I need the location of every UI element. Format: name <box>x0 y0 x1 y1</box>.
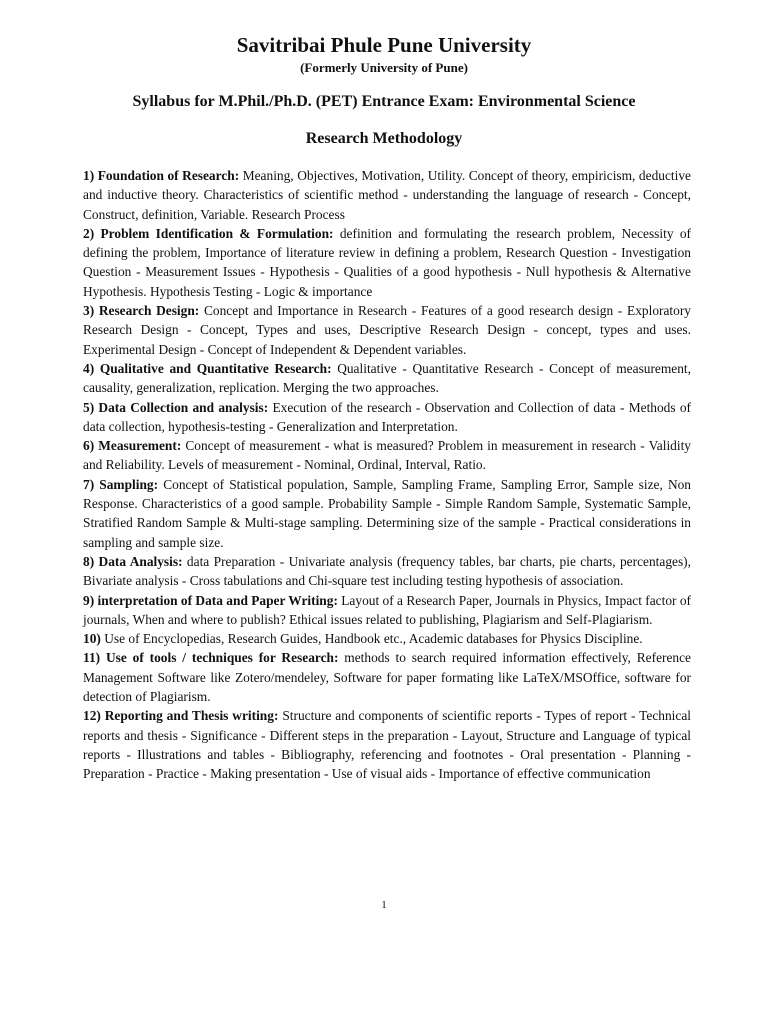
syllabus-title: Syllabus for M.Phil./Ph.D. (PET) Entrance Exam: Environmental Science <box>132 93 636 110</box>
topic-body: definition and formulating the research problem, Necessity of defining the problem, Importance of literature review in defining a problem, Research Question - Investigation Question - Measurement Issues - Hypothesis - Qualities of a good hypothesis - Null hypothesis & Alternative Hypothesis. Hypothesis Testing - Logic & importance <box>83 225 692 299</box>
topic-item <box>83 629 691 648</box>
topic-item <box>83 301 691 359</box>
topic-heading: 5) Data Collection and analysis: <box>83 399 269 415</box>
topic-body: Qualitative - Quantitative Research - Concept of measurement, causality, generalization, replication. Merging the two approaches. <box>83 360 691 396</box>
topic-item <box>83 648 691 706</box>
topic-body: Execution of the research - Observation and Collection of data - Methods of data collection, hypothesis-testing - Generalization and Interpretation. <box>83 399 692 434</box>
topic-heading: 6) Measurement: <box>83 438 182 454</box>
topics-list <box>83 166 691 784</box>
topic-heading: 4) Qualitative and Quantitative Research: <box>83 360 332 376</box>
topic-body: methods to search required information effectively, Reference Management Software like Zotero/mendeley, Software for paper formating like LaTeX/MSOffice, software for detection of Plagiarism. <box>83 650 691 705</box>
topic-body: Layout of a Research Paper, Journals in Physics, Impact factor of journals, When and where to publish? Ethical issues related to publishing, Plagiarism and Self-Plagiarism. <box>83 592 691 627</box>
topic-heading: 2) Problem Identification & Formulation: <box>83 225 334 241</box>
topic-item <box>83 224 691 301</box>
topic-body: Use of Encyclopedias, Research Guides, Handbook etc., Academic databases for Physics Discipline. <box>100 631 643 647</box>
topic-item <box>83 359 691 398</box>
topic-item <box>83 436 691 475</box>
topic-heading: 8) Data Analysis: <box>83 553 183 569</box>
topic-heading: 10) <box>83 631 101 647</box>
topic-item <box>83 552 691 591</box>
university-former-name: (Formerly University of Pune) <box>300 60 468 75</box>
topic-heading: 1) Foundation of Research: <box>83 168 240 183</box>
topic-item <box>83 166 691 224</box>
topic-body: Structure and components of scientific reports - Types of report - Technical reports and thesis - Significance - Different steps in the preparation - Layout, Structure and Language of typical reports - Illustrations and tables - Bibliography, referencing and footnotes - Oral presentation - Planning - Preparation - Practice - Making presentation - Use of visual aids - Importance of effective communication <box>83 708 691 782</box>
topic-body: Concept of Statistical population, Sample, Sampling Frame, Sampling Error, Sample size, Non Response. Characteristics of a good sample. Probability Sample - Simple Random Sample, Systematic Sample, Stratified Random Sample & Multi-stage sampling. Determining size of the sample - Practical considerations in sampling and sample size. <box>83 476 692 550</box>
topic-item <box>83 591 691 630</box>
university-title: Savitribai Phule Pune University <box>236 33 532 57</box>
topic-heading: 7) Sampling: <box>83 476 159 492</box>
page-number: 1 <box>381 899 387 911</box>
topic-heading: 3) Research Design: <box>83 303 200 319</box>
topic-body: Concept and Importance in Research - Features of a good research design - Exploratory Research Design - Concept, Types and uses, Descriptive Research Design - concept, types and uses. Experimental Design - Concept of Independent & Dependent variables. <box>83 303 691 357</box>
section-title: Research Methodology <box>305 130 463 147</box>
topic-heading: 11) Use of tools / techniques for Research: <box>83 650 339 666</box>
topic-body: data Preparation - Univariate analysis (frequency tables, bar charts, pie charts, percentages), Bivariate analysis - Cross tabulations and Chi-square test including testing hypothesis of association. <box>83 553 691 589</box>
topic-item <box>83 475 691 552</box>
topic-heading: 12) Reporting and Thesis writing: <box>83 708 279 724</box>
topic-body: Meaning, Objectives, Motivation, Utility. Concept of theory, empiricism, deductive and inductive theory. Characteristics of scientific method - understanding the language of research - Concept, Construct, definition, Variable. Research Process <box>83 168 691 222</box>
topic-item <box>83 398 691 437</box>
topic-heading: 9) interpretation of Data and Paper Writing: <box>83 592 338 608</box>
topic-body: Concept of measurement - what is measured? Problem in measurement in research - Validity and Reliability. Levels of measurement - Nominal, Ordinal, Interval, Ratio. <box>83 438 692 473</box>
topic-item <box>83 706 691 783</box>
